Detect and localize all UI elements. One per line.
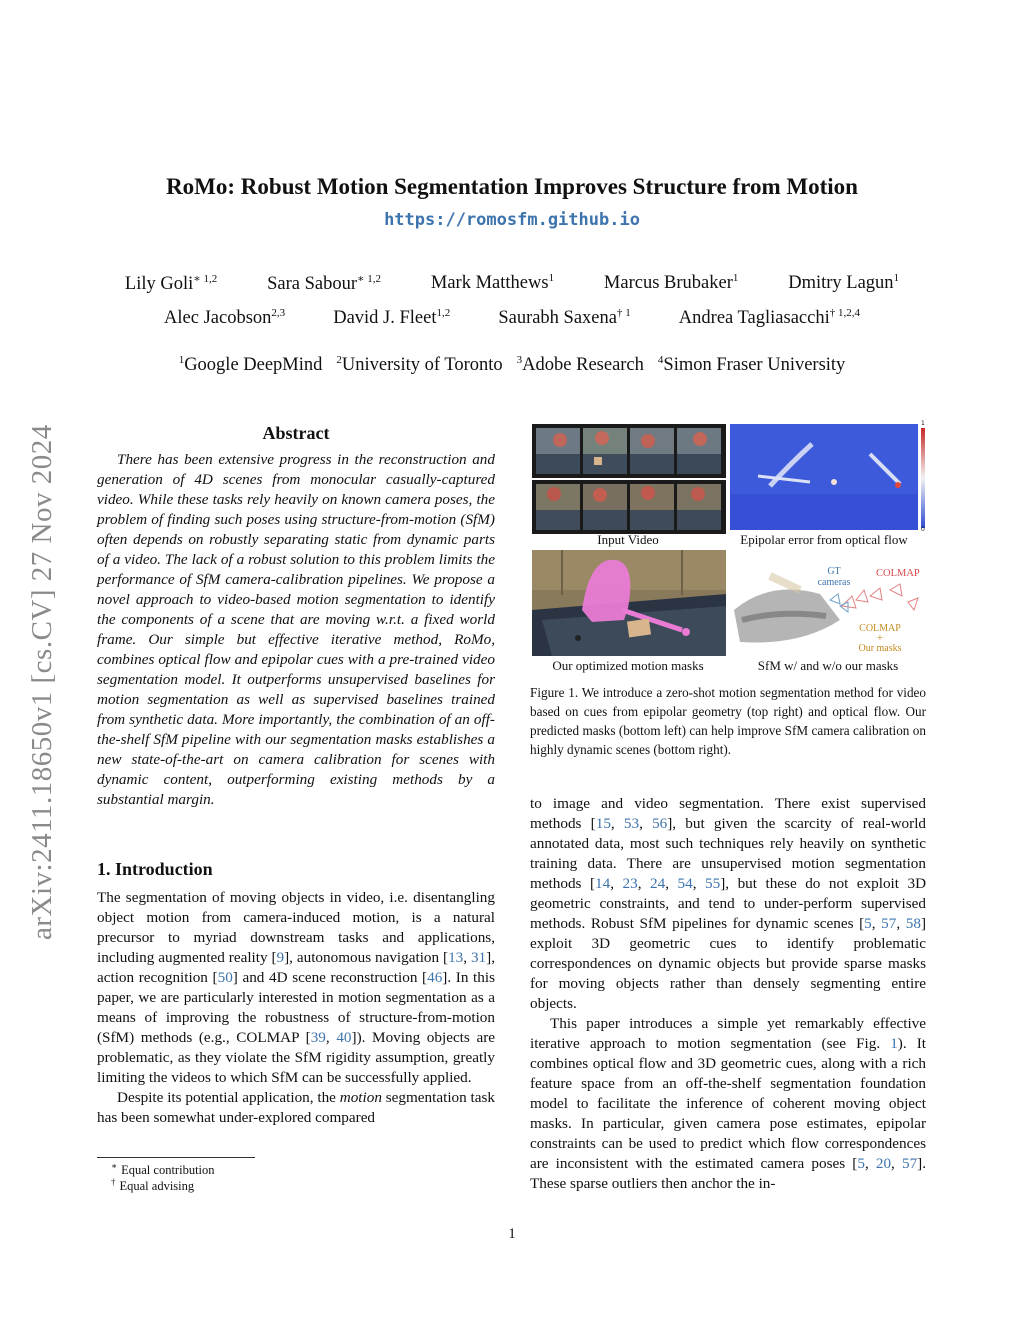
author-affiliation-marker: ∗ 1,2 bbox=[357, 273, 382, 285]
author-name: Andrea Tagliasacchi bbox=[678, 308, 830, 329]
paper-title: RoMo: Robust Motion Segmentation Improves Structure from Motion bbox=[166, 174, 858, 199]
sfm-pointcloud bbox=[730, 550, 926, 656]
page-number: 1 bbox=[508, 1226, 516, 1242]
affiliation-number: 1 bbox=[178, 354, 185, 366]
affiliation-name: Simon Fraser University bbox=[663, 355, 846, 376]
abstract-paragraph: There has been extensive progress in the reconstruction and generation of 4D scenes from monocular casually-captured video. While these tasks rely heavily on known camera poses, the problem of finding such poses using structure-from-motion (SfM) often depends on robustly separating static from dynamic parts of a video. The lack of a robust solution to this problem limits the performance of SfM camera-calibration pipelines. We propose a novel approach to video-based motion segmentation to identify the components of a scene that are moving w.r.t. a fixed world frame. Our simple but effective iterative method, RoMo, combines optical flow and epipolar cues with a pre-trained video segmentation model. It outperforms unsupervised baselines for motion segmentation as well as supervised baselines trained from synthetic data. More importantly, the combination of an off-the-shelf SfM pipeline with our segmentation masks establishes a new state-of-the-art on camera calibration for scenes with dynamic content, outperforming existing methods by a substantial margin. bbox=[97, 451, 495, 808]
intro-paragraph-1: The segmentation of moving objects in video, i.e. disentangling object motion from camera-induced motion, is a natural precursor to myriad downstream tasks and applications, including augmented reality [9], autonomous navigation [13, 31], action recognition [50] and 4D scene reconstruction [46]. In this paper, we are particularly interested in motion segmentation as a means of improving the robustness of structure-from-motion (SfM) methods (e.g., COLMAP [39, 40]). Moving objects are problematic, as they violate the SfM rigidity assumption, greatly limiting the videos to which SfM can be successfully applied. bbox=[97, 889, 495, 1086]
input-video-filmstrip-top bbox=[532, 424, 726, 478]
colorbar-max-label: 1 bbox=[921, 420, 925, 427]
input-video-filmstrip-bottom bbox=[532, 480, 726, 534]
citation-link[interactable]: 57 bbox=[881, 915, 897, 932]
legend-cameras: cameras bbox=[817, 577, 851, 588]
affiliation-name: Google DeepMind bbox=[184, 355, 323, 376]
author-name: Alec Jacobson bbox=[164, 308, 272, 329]
citation-link[interactable]: 31 bbox=[470, 949, 487, 966]
affiliation-number: 2 bbox=[336, 354, 342, 366]
figure-1 bbox=[530, 420, 928, 678]
citation-link[interactable]: 5 bbox=[864, 915, 872, 932]
citation-link[interactable]: 24 bbox=[650, 875, 666, 892]
introduction-text bbox=[97, 888, 495, 1128]
author-name: Saurabh Saxena bbox=[498, 308, 617, 329]
citation-link[interactable]: 23 bbox=[622, 875, 638, 892]
author-affiliation-marker: 2,3 bbox=[271, 307, 286, 319]
legend-our-masks: Our masks bbox=[858, 643, 902, 654]
author bbox=[125, 272, 217, 295]
intro-paragraph-2: Despite its potential application, the motion segmentation task has been somewhat under-explored compared bbox=[97, 1089, 495, 1126]
author-affiliation-marker: 1 bbox=[732, 272, 739, 284]
motion-mask-image bbox=[532, 550, 726, 656]
citation-link[interactable]: 46 bbox=[427, 969, 443, 986]
figure-1-caption: Figure 1. We introduce a zero-shot motion segmentation method for video based on cues from epipolar geometry (top right) and optical flow. Our predicted masks (bottom left) can help improve SfM camera calibration on highly dynamic scenes (bottom right). bbox=[530, 685, 926, 757]
footnote-text: Equal contribution bbox=[121, 1163, 215, 1178]
colorbar bbox=[921, 428, 925, 528]
author bbox=[164, 307, 285, 329]
epipolar-error-strokes bbox=[730, 424, 918, 530]
legend-plus: + bbox=[877, 633, 883, 644]
legend-colmap-2: COLMAP bbox=[859, 623, 901, 634]
panel-label-sfm: SfM w/ and w/o our masks bbox=[757, 658, 899, 673]
legend-colmap-ourmasks bbox=[840, 624, 920, 654]
author bbox=[267, 272, 381, 295]
author bbox=[679, 307, 860, 329]
author bbox=[788, 272, 899, 295]
author-name: Dmitry Lagun bbox=[788, 273, 894, 294]
citation-link[interactable]: 53 bbox=[623, 815, 640, 832]
citation-link[interactable]: 20 bbox=[875, 1155, 892, 1172]
footnote-text: Equal advising bbox=[119, 1179, 195, 1194]
right-paragraph-1: to image and video segmentation. There exist supervised methods [15, 53, 56], but given the scarcity of real-world annotated data, most such techniques rely heavily on synthetic training data. There are unsupervised motion segmentation methods [14, 23, 24, 54, 55], but these do not exploit 3D geometric constraints, and tend to under-perform supervised methods. Robust SfM pipelines for dynamic scenes [5, 57, 58] exploit 3D geometric cues to identify problematic correspondences on dynamic objects but provide sparse masks for moving objects rather than densely segmenting entire objects. bbox=[530, 795, 927, 1012]
abstract-text bbox=[97, 450, 495, 810]
citation-link[interactable]: 40 bbox=[336, 1029, 352, 1046]
citation-link[interactable]: 5 bbox=[857, 1155, 865, 1172]
panel-label-epipolar-error: Epipolar error from optical flow bbox=[740, 532, 908, 547]
author-affiliation-marker: 1,2 bbox=[436, 307, 451, 319]
citation-link[interactable]: 58 bbox=[905, 915, 921, 932]
authors-row-1 bbox=[100, 272, 924, 295]
affiliation bbox=[658, 355, 845, 375]
author bbox=[604, 272, 738, 295]
project-url[interactable]: https://romosfm.github.io bbox=[384, 210, 640, 230]
panel-label-motion-masks: Our optimized motion masks bbox=[552, 658, 704, 673]
epipolar-error-heatmap bbox=[730, 424, 918, 530]
citation-link[interactable]: 9 bbox=[276, 949, 285, 966]
author-affiliation-marker: † 1 bbox=[616, 307, 631, 319]
author-affiliation-marker: 1 bbox=[893, 272, 900, 284]
affiliation bbox=[517, 355, 644, 375]
filmstrip-top-frames bbox=[532, 424, 726, 478]
legend-gt: GT bbox=[827, 566, 841, 577]
affiliation-name: University of Toronto bbox=[341, 355, 503, 376]
affiliation-number: 4 bbox=[657, 354, 664, 366]
footnote-equal-contribution bbox=[97, 1161, 215, 1178]
citation-link[interactable]: 15 bbox=[595, 815, 611, 832]
filmstrip-bottom-frames bbox=[532, 480, 726, 534]
right-paragraph-2: This paper introduces a simple yet remarkably effective iterative approach to motion segmentation (see Fig. 1). It combines optical flow and 3D geometric cues, along with a rich feature space from an off-the-shelf segmentation foundation model to facilitate the inference of coherent moving object masks. In particular, given camera pose estimates, epipolar constraints can be used to predict which flow correspondences are inconsistent with the estimated camera poses [5, 20, 57]. These sparse outliers then anchor the in- bbox=[530, 1015, 927, 1192]
author-affiliation-marker: † 1,2,4 bbox=[829, 307, 860, 319]
citation-link[interactable]: 1 bbox=[890, 1035, 898, 1052]
citation-link[interactable]: 39 bbox=[310, 1029, 326, 1046]
author-affiliation-marker: ∗ 1,2 bbox=[193, 273, 218, 285]
citation-link[interactable]: 50 bbox=[217, 969, 233, 986]
legend-colmap: COLMAP bbox=[876, 568, 920, 579]
author-name: Lily Goli bbox=[124, 274, 194, 295]
colorbar-min-label: 0 bbox=[921, 526, 925, 533]
author-name: David J. Fleet bbox=[333, 308, 437, 329]
affiliation-number: 3 bbox=[516, 354, 523, 366]
citation-link[interactable]: 57 bbox=[901, 1155, 918, 1172]
author bbox=[333, 307, 450, 329]
authors-row-2 bbox=[140, 307, 884, 329]
footnote-equal-advising bbox=[97, 1177, 194, 1194]
section-heading-introduction: 1. Introduction bbox=[97, 859, 213, 879]
footnote-symbol: † bbox=[111, 1177, 116, 1187]
author-affiliation-marker: 1 bbox=[548, 272, 555, 284]
author bbox=[498, 307, 630, 329]
affiliations bbox=[0, 354, 1024, 376]
legend-gt-cameras bbox=[804, 566, 864, 588]
affiliation-name: Adobe Research bbox=[522, 355, 644, 376]
citation-link[interactable]: 56 bbox=[652, 815, 668, 832]
affiliation bbox=[336, 355, 502, 375]
motion-mask-scene bbox=[532, 550, 726, 656]
right-column-text bbox=[530, 794, 926, 1194]
citation-link[interactable]: 13 bbox=[448, 949, 464, 966]
affiliation bbox=[179, 355, 323, 375]
abstract-heading: Abstract bbox=[262, 423, 330, 443]
emphasis: motion bbox=[339, 1089, 382, 1106]
arxiv-stamp: arXiv:2411.18650v1 [cs.CV] 27 Nov 2024 bbox=[26, 424, 58, 940]
citation-link[interactable]: 54 bbox=[677, 875, 693, 892]
citation-link[interactable]: 55 bbox=[705, 875, 721, 892]
footnote-symbol: ∗ bbox=[111, 1161, 118, 1171]
author-name: Mark Matthews bbox=[430, 273, 549, 294]
footnote-rule bbox=[97, 1157, 255, 1158]
author-name: Sara Sabour bbox=[267, 274, 358, 295]
citation-link[interactable]: 14 bbox=[595, 875, 611, 892]
author bbox=[431, 272, 554, 295]
panel-label-input-video: Input Video bbox=[597, 532, 659, 547]
author-name: Marcus Brubaker bbox=[603, 273, 733, 294]
